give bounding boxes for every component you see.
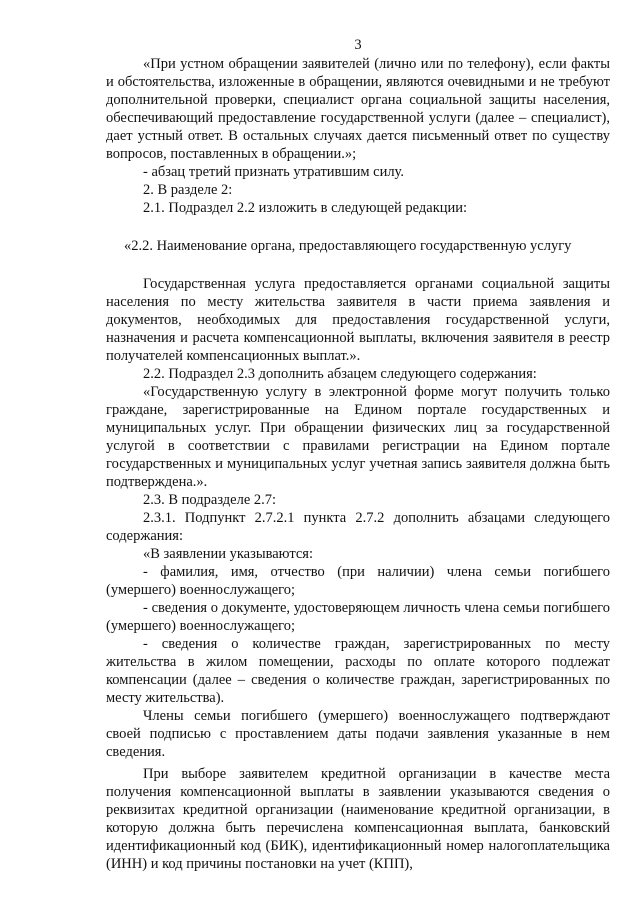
- paragraph-signature-confirmation: Члены семьи погибшего (умершего) военнослужащего подтверждают своей подписью с проставлением даты подачи заявления указанные в нем сведения.: [106, 708, 610, 760]
- paragraph-subsection-2-2: 2.2. Подраздел 2.3 дополнить абзацем следующего содержания:: [143, 366, 537, 382]
- paragraph-service-provided: Государственная услуга предоставляется органами социальной защиты населения по месту жительства заявителя в части приема заявления и документов, необходимых для предоставления государственной услуги, назначения и расчета компенсационной выплаты, включения заявителя в реестр получателей компенсационных выплат.».: [106, 276, 610, 364]
- paragraph-electronic-form: «Государственную услугу в электронной форме могут получить только граждане, зарегистрированные на Едином портале государственных и муниципальных услуг. При обращении физических лиц за государственной услугой в соответствии с правилами регистрации на Едином портале государственных и муниципальных услуг учетная запись заявителя должна быть подтверждена.».: [106, 384, 610, 490]
- list-item-identity-document: - сведения о документе, удостоверяющем личность члена семьи погибшего (умершего) военнослужащего;: [106, 600, 610, 634]
- paragraph-subsection-2-3: 2.3. В подразделе 2.7:: [143, 492, 277, 508]
- subsection-heading: «2.2. Наименование органа, предоставляющего государственную услугу: [124, 238, 572, 254]
- paragraph-third-abzac: - абзац третий признать утратившим силу.: [143, 164, 404, 180]
- paragraph-credit-organization: При выборе заявителем кредитной организации в качестве места получения компенсационной выплаты в заявлении указываются сведения о реквизитах кредитной организации (наименование кредитной организации, в которую должна быть перечислена компенсационная выплата, банковский идентификационный код (БИК), идентификационный номер налогоплательщика (ИНН) и код причины постановки на учет (КПП),: [106, 766, 610, 872]
- page-number: 3: [354, 37, 362, 53]
- paragraph-application-includes: «В заявлении указываются:: [143, 546, 313, 562]
- paragraph-section-2: 2. В разделе 2:: [143, 182, 233, 198]
- paragraph-item-2-3-1: 2.3.1. Подпункт 2.7.2.1 пункта 2.7.2 дополнить абзацами следующего содержания:: [106, 510, 610, 544]
- paragraph-subsection-2-1: 2.1. Подраздел 2.2 изложить в следующей редакции:: [143, 200, 468, 216]
- list-item-registered-citizens: - сведения о количестве граждан, зарегистрированных по месту жительства в жилом помещении, расходы по оплате которого подлежат компенсации (далее – сведения о количестве граждан, зарегистрированных по месту жительства).: [106, 636, 610, 706]
- paragraph-quote-oral-appeal: «При устном обращении заявителей (лично или по телефону), если факты и обстоятельства, изложенные в обращении, являются очевидными и не требуют дополнительной проверки, специалист органа социальной защиты населения, обеспечивающий предоставление государственной услуги (далее – специалист), дает устный ответ. В остальных случаях дается письменный ответ по существу вопросов, поставленных в обращении.»;: [106, 56, 610, 162]
- list-item-full-name: - фамилия, имя, отчество (при наличии) члена семьи погибшего (умершего) военнослужащего;: [106, 564, 610, 598]
